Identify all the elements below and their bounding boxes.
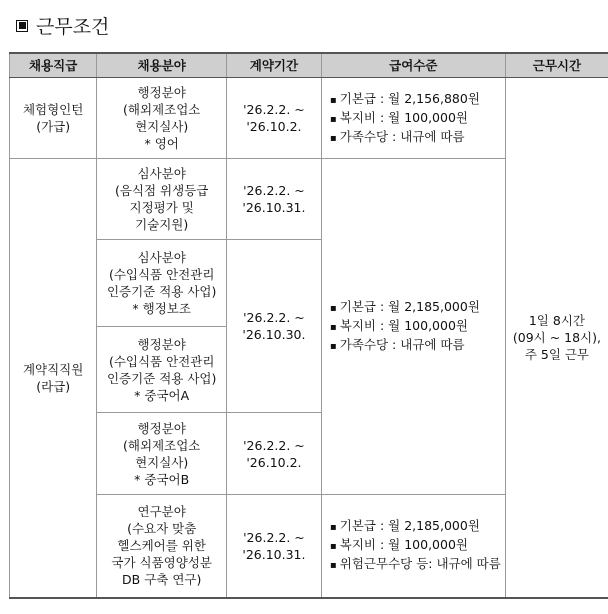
field-cell: 행정분야 (수입식품 안전관리 인증기준 적용 사업) * 중국어A [97,327,227,413]
header-field: 채용분야 [97,53,227,78]
header-hours: 근무시간 [505,53,608,78]
salary-cell: ▪ 기본급 : 월 2,156,880원 ▪ 복지비 : 월 100,000원 ▪ 가족수당 : 내규에 따름 [321,78,505,159]
field-cell: 행정분야 (해외제조업소 현지실사) * 중국어B [97,413,227,495]
square-bullet-icon [16,20,28,32]
header-salary: 급여수준 [321,53,505,78]
period-cell: '26.2.2. ~ '26.10.31. [227,495,322,598]
field-cell: 심사분야 (수입식품 안전관리 인증기준 적용 사업) * 행정보조 [97,240,227,327]
salary-cell: ▪ 기본급 : 월 2,185,000원 ▪ 복지비 : 월 100,000원 ▪ 위험근무수당 등: 내규에 따름 [321,495,505,598]
field-cell: 심사분야 (음식점 위생등급 지정평가 및 기술지원) [97,159,227,240]
section-title: 근무조건 [16,12,109,39]
work-hours-cell: 1일 8시간 (09시 ~ 18시), 주 5일 근무 [505,78,608,598]
period-cell: '26.2.2. ~ '26.10.30. [227,240,322,413]
period-cell: '26.2.2. ~ '26.10.2. [227,78,322,159]
field-cell: 연구분야 (수요자 맞춤 헬스케어를 위한 국가 식품영양성분 DB 구축 연구) [97,495,227,598]
table-row [10,78,608,159]
header-grade: 채용직급 [10,53,97,78]
work-conditions-table [9,52,608,599]
grade-cell: 계약직직원 (라급) [10,159,97,598]
header-row [10,53,608,78]
grade-cell: 체험형인턴 (가급) [10,78,97,159]
period-cell: '26.2.2. ~ '26.10.31. [227,159,322,240]
header-period: 계약기간 [227,53,322,78]
period-cell: '26.2.2. ~ '26.10.2. [227,413,322,495]
salary-cell: ▪ 기본급 : 월 2,185,000원 ▪ 복지비 : 월 100,000원 ▪ 가족수당 : 내규에 따름 [321,159,505,495]
field-cell: 행정분야 (해외제조업소 현지실사) * 영어 [97,78,227,159]
